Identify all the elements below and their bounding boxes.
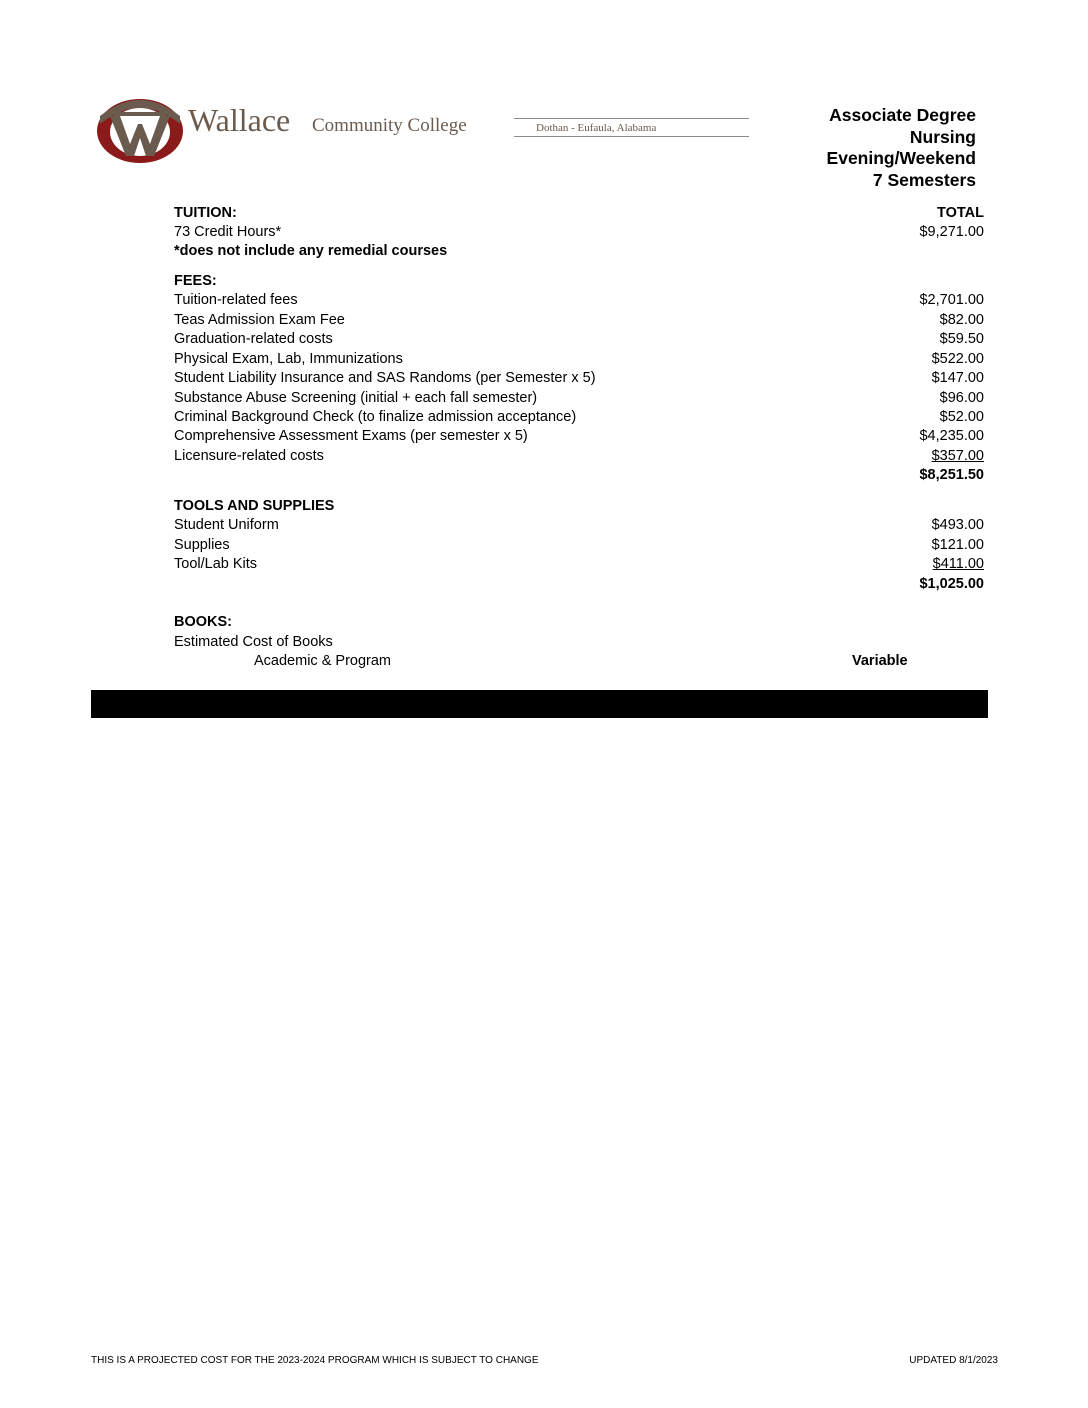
tool-item-label: Student Uniform — [174, 517, 279, 533]
logo-location: Dothan - Eufaula, Alabama — [536, 122, 657, 134]
fee-item-amount: $59.50 — [939, 331, 984, 347]
college-logo — [96, 98, 756, 164]
program-title-line4: 7 Semesters — [872, 170, 976, 190]
fees-subtotal: $8,251.50 — [919, 467, 984, 483]
tuition-credit-amount: $9,271.00 — [919, 224, 984, 240]
tools-subtotal: $1,025.00 — [919, 576, 984, 592]
books-amount: Variable — [852, 653, 908, 669]
tuition-heading: TUITION: — [174, 205, 237, 221]
fee-item-amount: $4,235.00 — [919, 428, 984, 444]
fee-item-label: Graduation-related costs — [174, 331, 333, 347]
black-divider-bar — [91, 690, 988, 718]
fee-item-amount: $96.00 — [939, 390, 984, 406]
fee-item-label: Criminal Background Check (to finalize admission acceptance) — [174, 409, 577, 425]
footer-disclaimer: THIS IS A PROJECTED COST FOR THE 2023-2024 PROGRAM WHICH IS SUBJECT TO CHANGE — [91, 1355, 539, 1366]
program-title-line3: Evening/Weekend — [826, 148, 976, 168]
footer-updated-date: UPDATED 8/1/2023 — [909, 1355, 998, 1366]
total-heading: TOTAL — [937, 205, 984, 221]
tool-item-label: Supplies — [174, 537, 230, 553]
fee-item-amount: $522.00 — [931, 351, 984, 367]
fee-item-amount: $82.00 — [939, 312, 984, 328]
logo-rule-bottom — [514, 136, 749, 137]
fee-item-amount: $357.00 — [931, 448, 984, 464]
fee-item-amount: $52.00 — [939, 409, 984, 425]
fee-item-amount: $147.00 — [931, 370, 984, 386]
fee-item-label: Physical Exam, Lab, Immunizations — [174, 351, 403, 367]
fee-item-amount: $2,701.00 — [919, 292, 984, 308]
tool-item-amount: $121.00 — [931, 537, 984, 553]
books-heading: BOOKS: — [174, 614, 232, 630]
fee-item-label: Student Liability Insurance and SAS Randoms (per Semester x 5) — [174, 370, 596, 386]
logo-wordmark-wallace: Wallace — [188, 102, 291, 138]
tool-item-amount: $411.00 — [932, 556, 984, 572]
tool-item-label: Tool/Lab Kits — [174, 556, 258, 572]
tuition-note: *does not include any remedial courses — [174, 243, 448, 259]
books-estimated-label: Estimated Cost of Books — [174, 634, 333, 650]
tool-item-amount: $493.00 — [931, 517, 984, 533]
program-title-line1: Associate Degree — [829, 105, 976, 125]
fee-item-label: Comprehensive Assessment Exams (per semester x 5) — [174, 428, 528, 444]
fee-item-label: Licensure-related costs — [174, 448, 324, 464]
fee-item-label: Tuition-related fees — [174, 292, 298, 308]
fee-item-label: Teas Admission Exam Fee — [174, 312, 345, 328]
fee-item-label: Substance Abuse Screening (initial + each fall semester) — [174, 390, 538, 406]
program-title-line2: Nursing — [909, 127, 976, 147]
tuition-credit-label: 73 Credit Hours* — [174, 224, 282, 240]
fees-heading: FEES: — [174, 273, 217, 289]
books-academic-program-label: Academic & Program — [254, 653, 391, 669]
tools-heading: TOOLS AND SUPPLIES — [174, 498, 335, 514]
logo-wordmark-community-college: Community College — [312, 115, 467, 136]
logo-rule-top — [514, 118, 749, 119]
wallace-w-emblem-icon — [96, 98, 184, 164]
